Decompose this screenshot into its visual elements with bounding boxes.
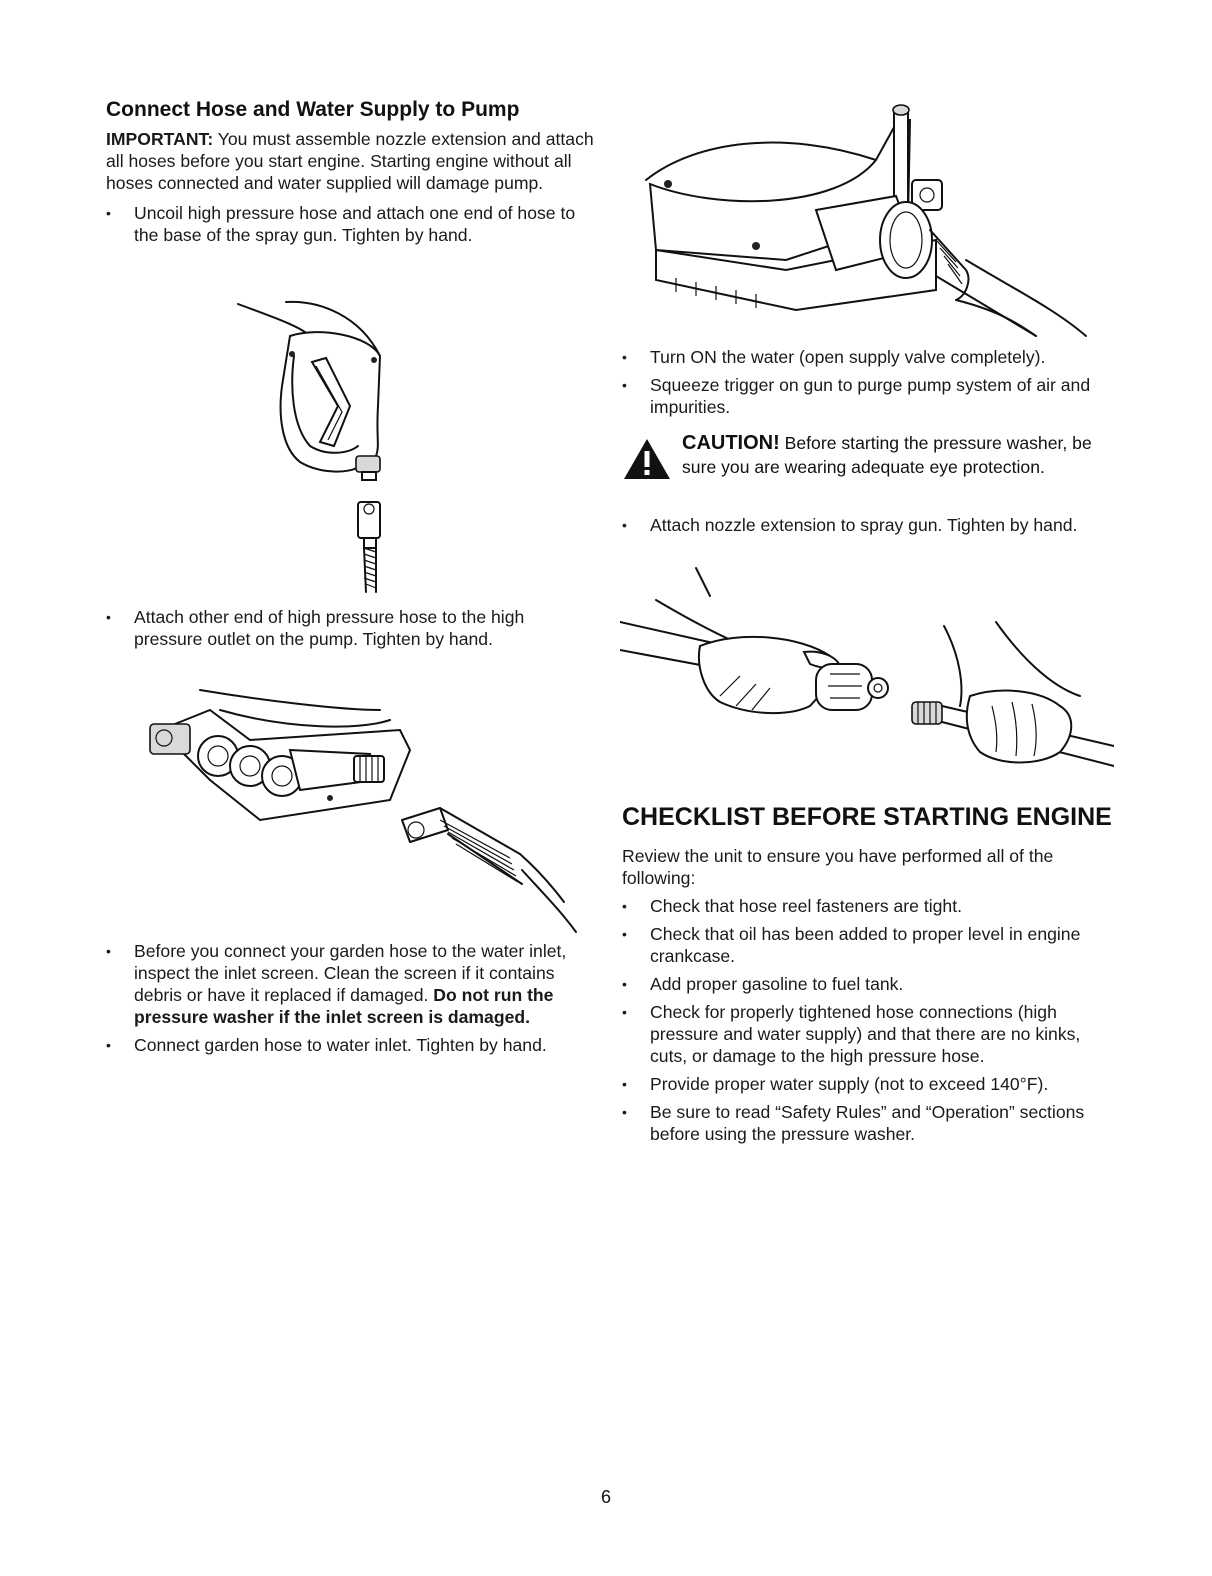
checklist-title: CHECKLIST BEFORE STARTING ENGINE [622, 803, 1112, 831]
inlet-warning-bold: Do not run the pressure washer if the inlet screen is damaged. [134, 985, 554, 1027]
caution-block [622, 431, 1102, 479]
bullet-attach-nozzle: • Attach nozzle extension to spray gun. Tighten by hand. [622, 514, 1122, 536]
checklist-item: • Provide proper water supply (not to exceed 140°F). [622, 1073, 1122, 1095]
checklist-item: • Be sure to read “Safety Rules” and “Operation” sections before using the pressure washer. [622, 1101, 1122, 1145]
checklist-item: • Add proper gasoline to fuel tank. [622, 973, 1122, 995]
caution-text: Before starting the pressure washer, be sure you are wearing adequate eye protection. [682, 433, 1092, 477]
bullet-list-attach [106, 606, 596, 650]
pump-outlet-illustration [140, 670, 580, 940]
spray-gun-illustration [230, 296, 420, 596]
caution-notice [622, 431, 1102, 479]
important-note [106, 128, 596, 194]
bullet-list-top [106, 202, 596, 246]
bullet-connect-garden-hose: • Connect garden hose to water inlet. Tighten by hand. [106, 1034, 596, 1056]
checklist-intro: Review the unit to ensure you have performed all of the following: [622, 846, 1054, 888]
left-bullet-block-3 [106, 940, 596, 1062]
caution-label: CAUTION! [682, 432, 780, 454]
bullet-turn-on-water: • Turn ON the water (open supply valve completely). [622, 346, 1122, 368]
checklist-item: • Check that oil has been added to proper level in engine crankcase. [622, 923, 1122, 967]
important-label: IMPORTANT: [106, 129, 214, 149]
bullet-squeeze-trigger: • Squeeze trigger on gun to purge pump system of air and impurities. [622, 374, 1122, 418]
page-number: 6 [600, 1487, 611, 1507]
right-bullet-block-1 [622, 346, 1122, 424]
right-bullet-block-2 [622, 514, 1122, 542]
nozzle-extension-illustration [620, 566, 1114, 782]
bullet-uncoil-hose: • Uncoil high pressure hose and attach one end of hose to the base of the spray gun. Tighten by hand. [106, 202, 596, 246]
bullet-inspect-inlet [106, 940, 596, 1028]
bullet-list-water-on [622, 346, 1122, 418]
section-heading-connect-hose: Connect Hose and Water Supply to Pump [106, 98, 520, 121]
left-column [106, 98, 596, 252]
pump-inlet-illustration [636, 100, 1096, 340]
checklist-items [622, 895, 1122, 1145]
inspect-inlet-text: Before you connect your garden hose to the water inlet, inspect the inlet screen. Clean the screen if it contains debris or have it replaced if damaged. [134, 941, 567, 1005]
bullet-list-inlet [106, 940, 596, 1056]
left-bullet-block-2 [106, 606, 596, 656]
important-text: You must assemble nozzle extension and attach all hoses before you start engine. Starting engine without all hoses connected and water supplied will damage pump. [106, 129, 594, 193]
checklist-item: • Check that hose reel fasteners are tight. [622, 895, 1122, 917]
bullet-list-nozzle [622, 514, 1122, 536]
warning-triangle-icon [622, 437, 672, 481]
checklist-section [622, 802, 1122, 1151]
checklist-item: • Check for properly tightened hose connections (high pressure and water supply) and that there are no kinks, cuts, or damage to the high pressure hose. [622, 1001, 1122, 1067]
bullet-attach-outlet: • Attach other end of high pressure hose to the high pressure outlet on the pump. Tighten by hand. [106, 606, 596, 650]
